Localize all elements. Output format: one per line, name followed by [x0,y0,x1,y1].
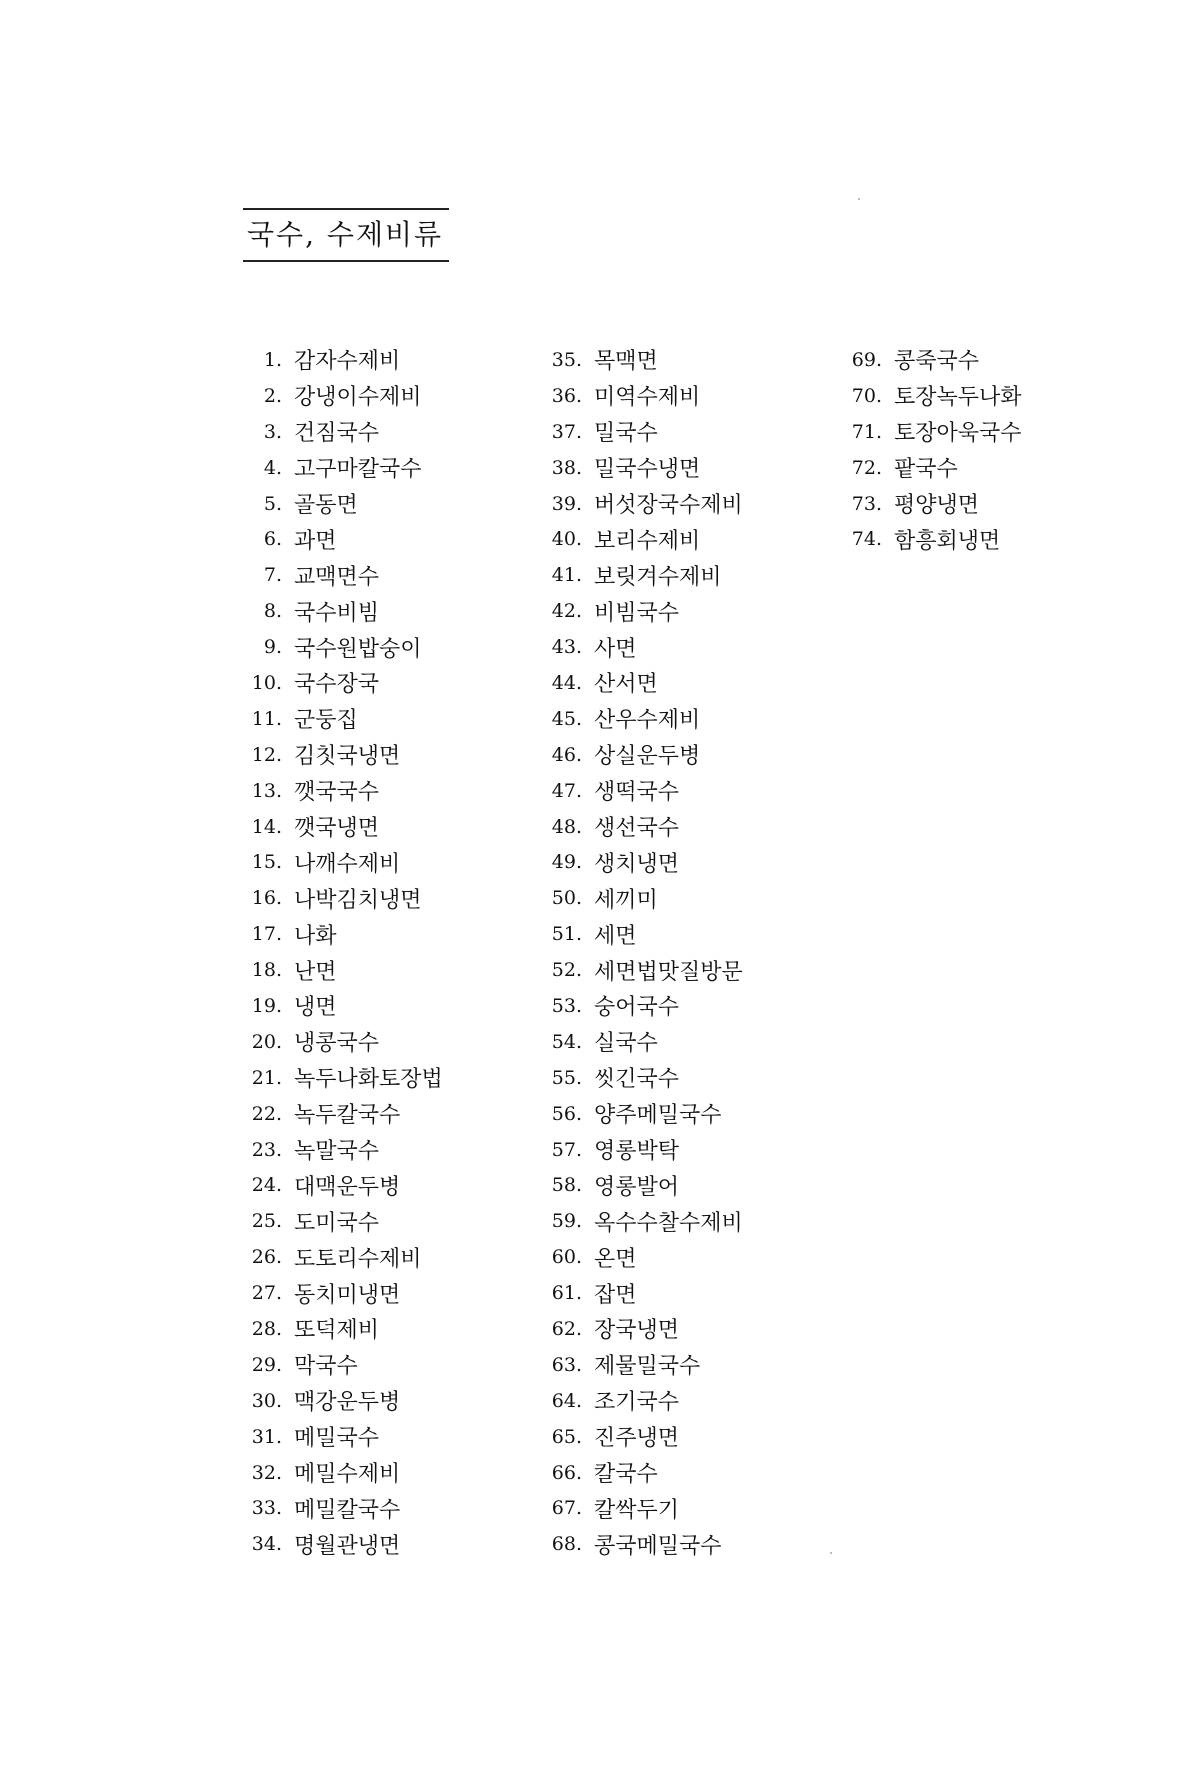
list-column-2 [532,342,743,1562]
list-item [232,378,443,414]
list-item-name: 교맥면수 [294,564,380,590]
list-item-name: 막국수 [294,1354,358,1380]
list-item-number: 15. [251,851,282,874]
list-item [532,342,743,378]
list-item-number: 34. [251,1533,282,1556]
list-item [532,450,743,486]
list-item [232,1347,443,1383]
list-item [232,486,443,522]
list-item-name: 대맥운두병 [294,1174,401,1200]
list-item-name: 김칫국냉면 [294,744,401,770]
list-item-number: 17. [251,923,282,946]
list-item-number: 58. [551,1174,582,1197]
list-item-name: 생선국수 [594,816,680,842]
list-item-number: 9. [263,636,282,659]
list-item-number: 46. [551,743,582,766]
list-item-name: 사면 [594,636,637,662]
list-item-name: 팥국수 [894,457,958,483]
list-item-name: 맥강운두병 [294,1390,401,1416]
list-item-name: 난면 [294,959,337,985]
list-item [232,1024,443,1060]
list-item [532,1275,743,1311]
section-heading: 국수, 수제비류 [247,218,444,251]
list-item-name: 도토리수제비 [294,1246,422,1272]
list-item-name: 건짐국수 [294,421,380,447]
list-item-number: 3. [263,420,282,443]
list-item [532,629,743,665]
list-item-name: 골동면 [294,493,358,518]
list-item-number: 53. [551,994,582,1017]
list-item-name: 산서면 [594,672,658,698]
list-item [232,844,443,880]
list-item-number: 57. [551,1138,582,1161]
list-item-number: 73. [851,492,882,515]
list-item-name: 깻국국수 [294,780,380,806]
list-item [232,1383,443,1419]
list-item [532,593,743,629]
list-item [232,450,443,486]
list-column-3 [832,342,1022,557]
list-item [232,773,443,809]
list-item-name: 생치냉면 [594,851,680,877]
list-item-number: 6. [263,528,282,551]
list-item-name: 메밀칼국수 [294,1497,401,1523]
list-item [532,1060,743,1096]
list-item-name: 국수원밥숭이 [294,636,422,662]
list-item-number: 4. [263,456,282,479]
list-item-name: 조기국수 [594,1390,680,1416]
list-item-number: 40. [551,528,582,551]
list-item-number: 63. [551,1353,582,1376]
list-item [232,665,443,701]
list-item [532,521,743,557]
list-item [532,1167,743,1203]
list-item-number: 22. [251,1102,282,1125]
list-item-number: 67. [551,1497,582,1520]
list-item-number: 56. [551,1102,582,1125]
list-item [832,486,1022,522]
list-item-name: 메밀국수 [294,1426,380,1452]
list-item-number: 47. [551,779,582,802]
list-item [532,1526,743,1562]
list-item-number: 38. [551,456,582,479]
list-item-number: 16. [251,887,282,910]
list-item-number: 68. [551,1533,582,1556]
list-item-name: 잡면 [594,1282,637,1308]
list-item [232,629,443,665]
list-item [232,1455,443,1491]
list-item [532,378,743,414]
list-item-name: 국수비빔 [294,600,380,626]
list-item [532,1455,743,1491]
list-item-number: 61. [551,1282,582,1305]
list-item-name: 메밀수제비 [294,1462,401,1488]
list-item-name: 세끼미 [594,887,658,913]
list-item [532,844,743,880]
list-item-number: 31. [251,1425,282,1448]
list-item [232,414,443,450]
list-item [532,773,743,809]
list-item [532,1347,743,1383]
list-item [532,1203,743,1239]
list-item [232,1526,443,1562]
list-item-name: 감자수제비 [294,349,401,375]
list-item-name: 녹두칼국수 [294,1103,401,1129]
list-item-name: 토장녹두나화 [894,385,1022,411]
list-item-number: 12. [251,743,282,766]
list-item-name: 보리수제비 [594,528,701,554]
list-item [232,593,443,629]
list-item-number: 43. [551,636,582,659]
list-item-name: 씻긴국수 [594,1067,680,1093]
list-item [532,1239,743,1275]
list-item-name: 고구마칼국수 [294,457,422,483]
list-item-name: 칼국수 [594,1462,658,1488]
list-item-name: 보릿겨수제비 [594,564,722,590]
list-item-name: 밀국수냉면 [594,457,701,483]
list-item [232,701,443,737]
list-item-name: 나화 [294,923,337,949]
list-item-name: 상실운두병 [594,744,701,770]
list-item [232,1203,443,1239]
list-item-name: 나박김치냉면 [294,887,422,913]
list-item-number: 36. [551,384,582,407]
list-item [532,988,743,1024]
list-item-number: 30. [251,1389,282,1412]
list-item-name: 숭어국수 [594,995,680,1021]
list-item [232,988,443,1024]
list-item-name: 비빔국수 [594,600,680,626]
list-item-name: 함흥회냉면 [894,528,1001,554]
list-item-number: 35. [551,348,582,371]
list-item-name: 제물밀국수 [594,1354,701,1380]
list-item-name: 녹말국수 [294,1139,380,1165]
list-item-number: 48. [551,815,582,838]
list-item [232,521,443,557]
list-item [532,1383,743,1419]
list-column-1 [232,342,443,1562]
list-item-number: 59. [551,1210,582,1233]
list-item-name: 진주냉면 [594,1426,680,1452]
list-item-number: 69. [851,348,882,371]
list-item [232,1311,443,1347]
list-item [232,916,443,952]
list-item [532,1419,743,1455]
list-item [832,342,1022,378]
section-heading-block [243,208,449,262]
list-item-number: 70. [851,384,882,407]
list-item-name: 도미국수 [294,1210,380,1236]
list-item [232,1239,443,1275]
list-item-name: 생떡국수 [594,780,680,806]
list-item [832,521,1022,557]
list-item-name: 세면 [594,923,637,949]
list-item-number: 33. [251,1497,282,1520]
list-item-number: 42. [551,600,582,623]
list-item-number: 55. [551,1066,582,1089]
list-item-number: 65. [551,1425,582,1448]
list-item-name: 영롱박탁 [594,1139,680,1165]
list-item-number: 71. [851,420,882,443]
list-item-number: 27. [251,1282,282,1305]
list-item [232,1275,443,1311]
list-item [232,1419,443,1455]
list-item [532,737,743,773]
list-item-number: 49. [551,851,582,874]
list-item [232,1132,443,1168]
scan-speck [830,1552,832,1554]
list-item-name: 냉콩국수 [294,1031,380,1057]
list-item-number: 64. [551,1389,582,1412]
list-item [232,809,443,845]
list-item [532,1491,743,1527]
list-item-number: 52. [551,959,582,982]
list-item-number: 50. [551,887,582,910]
list-item [532,665,743,701]
scan-speck [858,198,860,200]
list-item-name: 밀국수 [594,421,658,447]
list-item-number: 8. [263,600,282,623]
list-item-name: 냉면 [294,995,337,1021]
list-item-name: 평양냉면 [894,493,980,518]
list-item-number: 51. [551,923,582,946]
list-item-name: 강냉이수제비 [294,385,422,411]
list-item [532,880,743,916]
list-item-name: 미역수제비 [594,385,701,411]
list-item [532,486,743,522]
list-item [232,737,443,773]
list-item-name: 세면법맛질방문 [594,959,743,985]
list-item-name: 목맥면 [594,349,658,375]
list-item-name: 옥수수찰수제비 [594,1210,743,1236]
list-item [232,1096,443,1132]
list-item-number: 66. [551,1461,582,1484]
list-item-name: 온면 [594,1246,637,1272]
list-item-name: 국수장국 [294,672,380,698]
list-item-number: 10. [251,671,282,694]
list-item [532,1132,743,1168]
list-item [832,414,1022,450]
list-item-number: 45. [551,707,582,730]
list-item [532,1096,743,1132]
list-item-name: 버섯장국수제비 [594,493,743,518]
list-item-name: 과면 [294,528,337,554]
list-item-number: 2. [263,384,282,407]
list-item-name: 산우수제비 [594,708,701,734]
list-item-number: 28. [251,1317,282,1340]
list-item-name: 영롱발어 [594,1174,680,1200]
list-item-name: 토장아욱국수 [894,421,1022,447]
list-item-number: 25. [251,1210,282,1233]
list-item-number: 20. [251,1030,282,1053]
list-item-number: 72. [851,456,882,479]
list-item-name: 칼싹두기 [594,1497,680,1523]
list-item-number: 32. [251,1461,282,1484]
list-item-number: 74. [851,528,882,551]
list-item-number: 29. [251,1353,282,1376]
list-item [232,952,443,988]
list-item-number: 14. [251,815,282,838]
list-item [532,952,743,988]
list-item [532,414,743,450]
list-item-number: 7. [263,564,282,587]
list-item-name: 콩국메밀국수 [594,1533,722,1559]
list-item [532,1311,743,1347]
list-item-number: 62. [551,1317,582,1340]
list-item [232,1491,443,1527]
list-item-name: 양주메밀국수 [594,1103,722,1129]
list-item [532,1024,743,1060]
list-item-name: 나깨수제비 [294,851,401,877]
list-item-number: 11. [251,707,282,730]
list-item [232,880,443,916]
list-item-number: 21. [251,1066,282,1089]
list-item-number: 1. [263,348,282,371]
list-item-number: 41. [551,564,582,587]
list-item-number: 37. [551,420,582,443]
list-item-number: 44. [551,671,582,694]
list-item [832,378,1022,414]
list-item-name: 동치미냉면 [294,1282,401,1308]
list-item [532,916,743,952]
list-item [232,342,443,378]
heading-bottom-rule [243,260,449,262]
list-item [832,450,1022,486]
list-item-number: 24. [251,1174,282,1197]
list-item-number: 23. [251,1138,282,1161]
list-item-name: 또덕제비 [294,1318,380,1344]
list-item-name: 녹두나화토장법 [294,1067,443,1093]
list-item-number: 39. [551,492,582,515]
list-item-number: 26. [251,1246,282,1269]
list-item [532,701,743,737]
list-item-name: 장국냉면 [594,1318,680,1344]
list-item [232,1060,443,1096]
list-item-name: 명월관냉면 [294,1533,401,1559]
list-item-name: 실국수 [594,1031,658,1057]
list-item-number: 60. [551,1246,582,1269]
list-item-number: 5. [263,492,282,515]
list-item-name: 콩죽국수 [894,349,980,375]
list-item [232,1167,443,1203]
list-item-name: 깻국냉면 [294,816,380,842]
list-item [232,557,443,593]
list-item-number: 18. [251,959,282,982]
list-item [532,809,743,845]
list-item-number: 19. [251,994,282,1017]
list-item-name: 군둥집 [294,708,358,734]
list-item-number: 13. [251,779,282,802]
list-item [532,557,743,593]
list-item-number: 54. [551,1030,582,1053]
